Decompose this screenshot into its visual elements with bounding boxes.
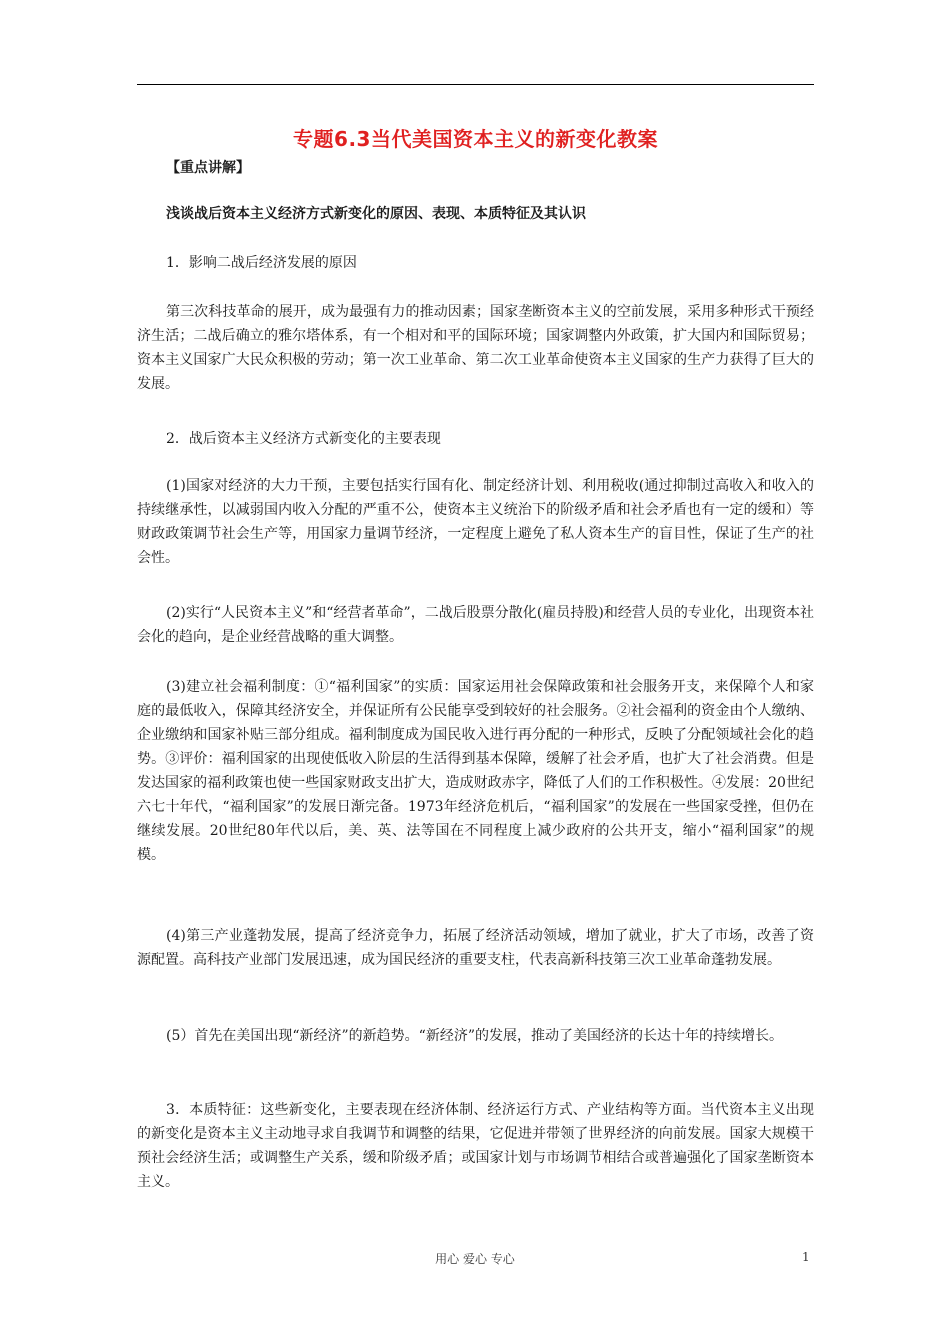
footer-slogan: 用心 爱心 专心 <box>435 1252 515 1266</box>
point2-item4-paragraph: (4)第三产业蓬勃发展，提高了经济竞争力，拓展了经济活动领域，增加了就业，扩大了市场，改善了资源配置。高科技产业部门发展迅速，成为国民经济的重要支柱，代表高新科技第三次工业革命蓬勃发展。 <box>137 928 814 968</box>
point2-item5-paragraph: (5）首先在美国出现“新经济”的新趋势。“新经济”的发展，推动了美国经济的长达十年的持续增长。 <box>166 1028 783 1044</box>
point3-paragraph: 3．本质特征：这些新变化，主要表现在经济体制、经济运行方式、产业结构等方面。当代资本主义出现的新变化是资本主义主动地寻求自我调节和调整的结果，它促进并带领了世界经济的向前发展。国家大规模干预社会经济生活；或调整生产关系，缓和阶级矛盾；或国家计划与市场调节相结合或普遍强化了国家垄断资本主义。 <box>137 1102 814 1190</box>
section-label: 【重点讲解】 <box>166 160 250 176</box>
point2-item3-paragraph: (3)建立社会福利制度：①“福利国家”的实质：国家运用社会保障政策和社会服务开支，来保障个人和家庭的最低收入，保障其经济安全，并保证所有公民能享受到较好的社会服务。②社会福利的资金由个人缴纳、企业缴纳和国家补贴三部分组成。福利制度成为国民收入进行再分配的一种形式，反映了分配领域社会化的趋势。③评价：福利国家的出现使低收入阶层的生活得到基本保障，缓解了社会矛盾，也扩大了社会消费。但是发达国家的福利政策也使一些国家财政支出扩大，造成财政赤字，降低了人们的工作积极性。④发展：20世纪六七十年代，“福利国家”的发展日渐完备。1973年经济危机后，“福利国家”的发展在一些国家受挫，但仍在继续发展。20世纪80年代以后，美、英、法等国在不同程度上减少政府的公共开支，缩小“福利国家”的规模。 <box>137 679 814 863</box>
point2-heading: 2．战后资本主义经济方式新变化的主要表现 <box>166 431 441 447</box>
point2-item2-paragraph: (2)实行“人民资本主义”和“经营者革命”，二战后股票分散化(雇员持股)和经营人员的专业化，出现资本社会化的趋向，是企业经营战略的重大调整。 <box>137 605 814 645</box>
document-title: 专题6.3当代美国资本主义的新变化教案 <box>293 127 658 151</box>
point1-paragraph: 第三次科技革命的展开，成为最强有力的推动因素；国家垄断资本主义的空前发展，采用多种形式干预经济生活；二战后确立的雅尔塔体系，有一个相对和平的国际环境；国家调整内外政策，扩大国内和国际贸易；资本主义国家广大民众积极的劳动；第一次工业革命、第二次工业革命使资本主义国家的生产力获得了巨大的发展。 <box>137 304 814 392</box>
page-number: 1 <box>802 1250 810 1264</box>
article-subheading: 浅谈战后资本主义经济方式新变化的原因、表现、本质特征及其认识 <box>166 206 586 222</box>
header-rule <box>137 84 814 85</box>
point2-item1-paragraph: (1)国家对经济的大力干预，主要包括实行国有化、制定经济计划、利用税收(通过抑制过高收入和收入的持续继承性，以减弱国内收入分配的严重不公，使资本主义统治下的阶级矛盾和社会矛盾也有一定的缓和）等财政政策调节社会生产等，用国家力量调节经济，一定程度上避免了私人资本生产的盲目性，保证了生产的社会性。 <box>137 478 814 566</box>
point1-heading: 1．影响二战后经济发展的原因 <box>166 255 357 271</box>
